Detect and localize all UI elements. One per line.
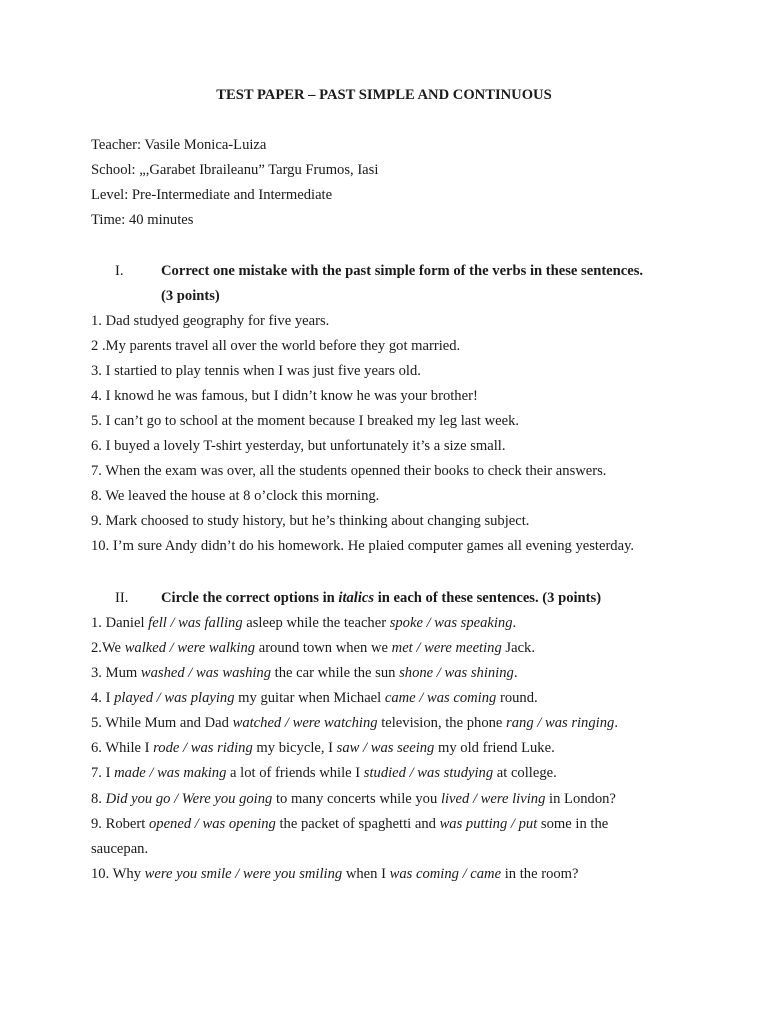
item-text: when I: [342, 866, 390, 882]
item-text: the car while the sun: [271, 665, 400, 681]
section-2-item-continued: [91, 839, 148, 859]
item-options: saw / was seeing: [336, 740, 435, 756]
section-1-heading: Correct one mistake with the past simple form of the verbs in these sentences.: [161, 263, 644, 279]
item-text: 3. Mum: [91, 665, 141, 681]
item-text: 9. Robert: [91, 816, 149, 832]
item-options: fell / was falling: [148, 615, 243, 631]
section-2-heading-pre: Circle the correct options in: [161, 590, 339, 606]
section-2-heading: [161, 588, 601, 608]
section-1-item: 9. Mark choosed to study history, but he’s thinking about changing subject.: [91, 513, 530, 529]
item-text: Jack.: [501, 640, 535, 656]
section-1-item: 6. I buyed a lovely T-shirt yesterday, but unfortunately it’s a size small.: [91, 438, 506, 454]
level-line: Level: Pre-Intermediate and Intermediate: [91, 187, 333, 203]
item-text: .: [513, 665, 518, 681]
page-title: TEST PAPER – PAST SIMPLE AND CONTINUOUS: [216, 87, 552, 103]
section-2-item: [91, 864, 579, 884]
item-options: was putting / put: [439, 816, 538, 832]
item-text: my bicycle, I: [252, 740, 337, 756]
item-options: made / was making: [114, 765, 227, 781]
item-text: 8.: [91, 791, 106, 807]
item-options: were you smile / were you smiling: [144, 866, 343, 882]
item-text: in London?: [545, 791, 616, 807]
item-text: to many concerts while you: [272, 791, 441, 807]
section-2-item: [91, 738, 555, 758]
item-text: in the room?: [501, 866, 579, 882]
item-options: walked / were walking: [124, 640, 256, 656]
item-options: came / was coming: [384, 690, 497, 706]
item-text: 5. While Mum and Dad: [91, 715, 233, 731]
item-options: opened / was opening: [148, 816, 276, 832]
item-options: washed / was washing: [140, 665, 272, 681]
section-1-item: 10. I’m sure Andy didn’t do his homework. He plaied computer games all evening yesterday.: [91, 538, 635, 554]
item-text: my guitar when Michael: [234, 690, 385, 706]
item-text: 7. I: [91, 765, 115, 781]
section-2-item: [91, 613, 516, 633]
item-options: watched / were watching: [232, 715, 378, 731]
item-options: shone / was shining: [399, 665, 514, 681]
item-options: was coming / came: [389, 866, 502, 882]
item-text: some in the: [537, 816, 609, 832]
item-text: a lot of friends while I: [226, 765, 364, 781]
item-options: rode / was riding: [153, 740, 253, 756]
item-text: round.: [496, 690, 538, 706]
section-2-item: [91, 638, 535, 658]
item-text: the packet of spaghetti and: [275, 816, 440, 832]
item-text: .: [512, 615, 517, 631]
item-text: 1. Daniel: [91, 615, 149, 631]
section-2-item: [91, 789, 616, 809]
item-text: 10. Why: [91, 866, 145, 882]
item-text: 4. I: [91, 690, 115, 706]
school-line: School: „,Garabet Ibraileanu” Targu Frumos, Iasi: [91, 162, 379, 178]
section-1-item: 4. I knowd he was famous, but I didn’t know he was your brother!: [91, 388, 478, 404]
item-text: 2.We: [91, 640, 125, 656]
item-options: played / was playing: [114, 690, 235, 706]
item-options: rang / was ringing: [506, 715, 615, 731]
item-options: Did you go / Were you going: [105, 791, 273, 807]
section-2-item: [91, 814, 608, 834]
section-2-item: [91, 663, 517, 683]
item-options: spoke / was speaking: [389, 615, 513, 631]
item-text: saucepan.: [91, 841, 149, 857]
teacher-line: Teacher: Vasile Monica-Luiza: [91, 137, 267, 153]
section-2-item: [91, 713, 618, 733]
section-2-heading-post: in each of these sentences. (3 points): [374, 590, 602, 606]
section-1-item: 7. When the exam was over, all the students openned their books to check their answers.: [91, 463, 607, 479]
item-options: met / were meeting: [391, 640, 502, 656]
section-1-item: 5. I can’t go to school at the moment because I breaked my leg last week.: [91, 413, 520, 429]
section-1-item: 2 .My parents travel all over the world before they got married.: [91, 338, 461, 354]
item-text: television, the phone: [377, 715, 507, 731]
item-text: 6. While I: [91, 740, 154, 756]
item-options: lived / were living: [440, 791, 546, 807]
item-text: .: [614, 715, 618, 731]
section-2-item: [91, 763, 557, 783]
item-text: my old friend Luke.: [434, 740, 555, 756]
section-2-heading-italic: italics: [338, 590, 375, 606]
section-1-points: (3 points): [161, 288, 220, 304]
section-1-item: 1. Dad studyed geography for five years.: [91, 313, 330, 329]
item-text: around town when we: [255, 640, 392, 656]
item-text: at college.: [493, 765, 557, 781]
time-line: Time: 40 minutes: [91, 212, 194, 228]
item-options: studied / was studying: [363, 765, 494, 781]
item-text: asleep while the teacher: [242, 615, 390, 631]
section-1-number: I.: [115, 263, 124, 279]
section-2-number: II.: [115, 590, 129, 606]
section-1-item: 8. We leaved the house at 8 o’clock this morning.: [91, 488, 380, 504]
section-2-item: [91, 688, 538, 708]
section-1-item: 3. I startied to play tennis when I was just five years old.: [91, 363, 421, 379]
